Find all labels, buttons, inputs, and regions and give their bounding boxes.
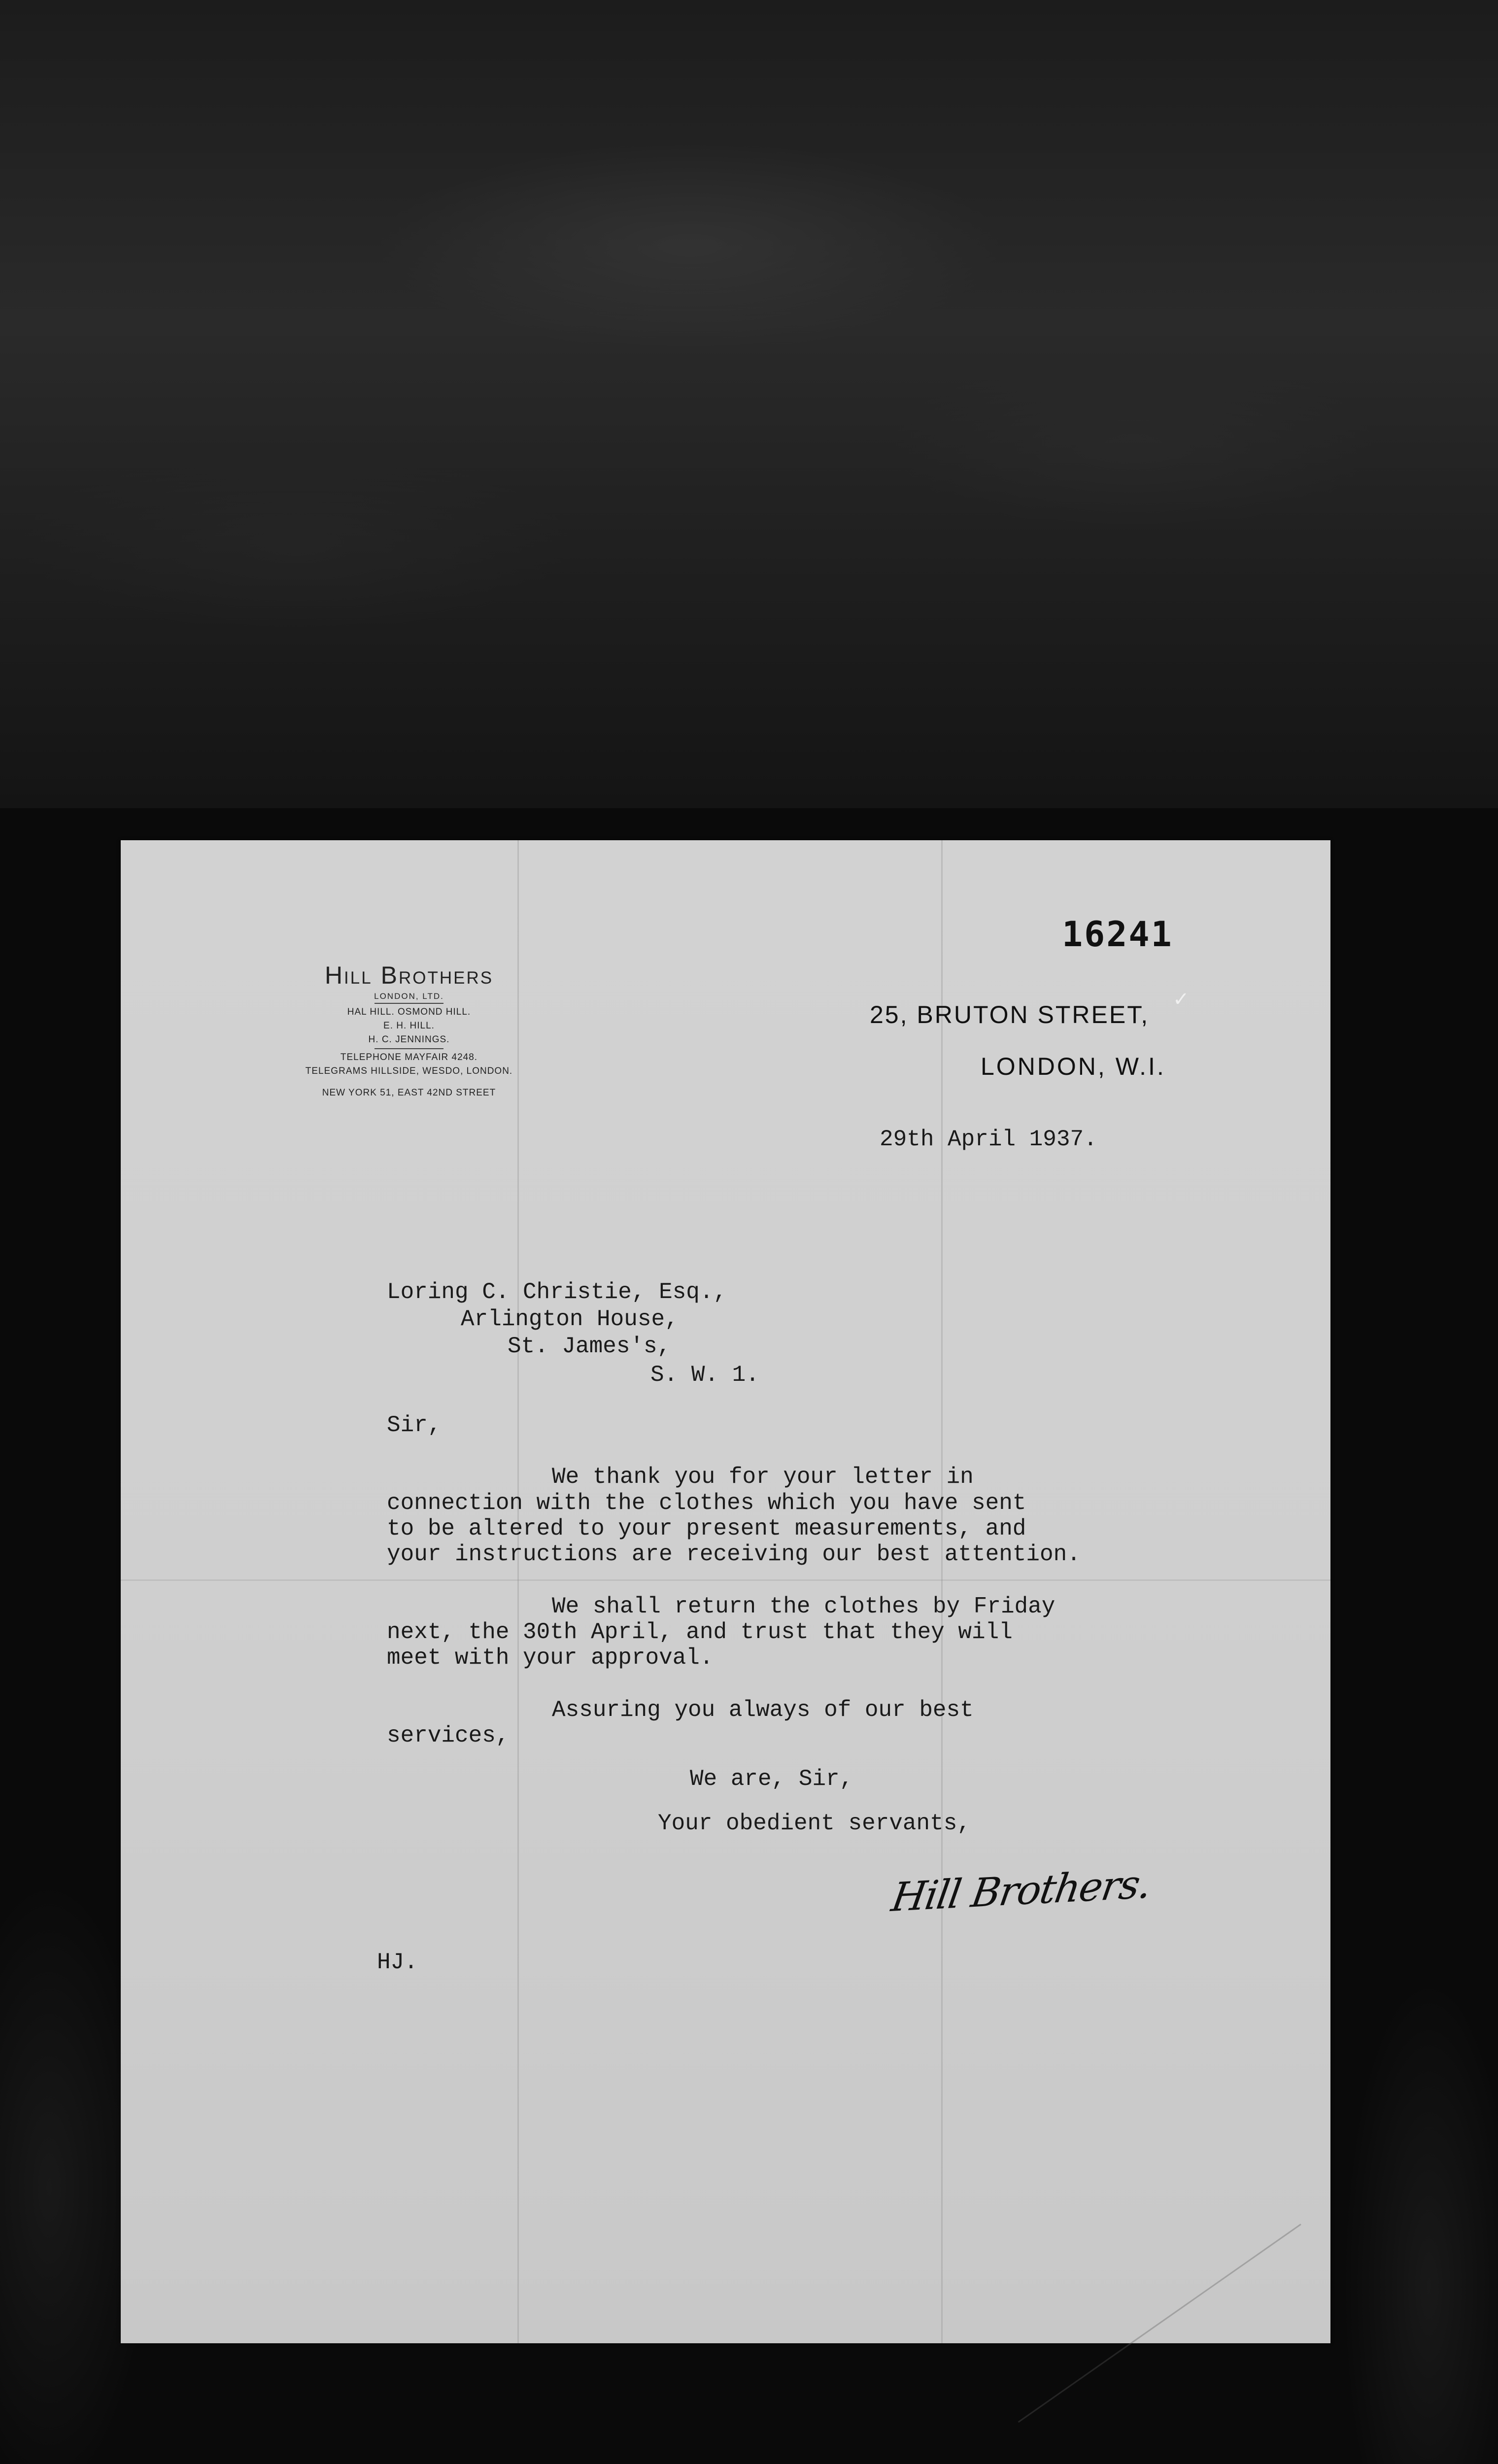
body-line: connection with the clothes which you have sent — [387, 1490, 1026, 1516]
letterhead-company-name: Hill Brothers — [324, 961, 494, 989]
address-line-2: LONDON, W.I. — [981, 1053, 1166, 1080]
letterhead-rule — [374, 1003, 443, 1004]
paper-fold-line — [121, 1579, 1330, 1581]
recipient-line: Arlington House, — [461, 1306, 679, 1332]
body-line: next, the 30th April, and trust that they will — [387, 1619, 1013, 1645]
body-line: your instructions are receiving our best attention. — [387, 1541, 1081, 1567]
letterhead-rule — [374, 1048, 443, 1049]
letter-date: 29th April 1937. — [880, 1127, 1097, 1152]
closing-line: We are, Sir, — [690, 1766, 853, 1792]
film-background-top — [0, 0, 1498, 808]
recipient-line: St. James's, — [508, 1334, 671, 1359]
salutation: Sir, — [387, 1412, 442, 1438]
letterhead-telegrams: TELEGRAMS HILLSIDE, WESDO, LONDON. — [305, 1066, 513, 1076]
body-line: We thank you for your letter in — [552, 1464, 974, 1490]
body-line: services, — [387, 1723, 510, 1748]
letterhead-telephone: TELEPHONE MAYFAIR 4248. — [340, 1052, 478, 1062]
body-line: meet with your approval. — [387, 1645, 714, 1671]
reference-number: 16241 — [1062, 914, 1173, 955]
recipient-line: S. W. 1. — [650, 1362, 759, 1388]
address-line-1: 25, BRUTON STREET, — [870, 1001, 1150, 1028]
letterhead-partners-3: H. C. JENNINGS. — [368, 1034, 450, 1045]
letterhead — [276, 961, 542, 1100]
body-line: Assuring you always of our best — [552, 1697, 974, 1723]
typist-initials: HJ. — [377, 1950, 418, 1975]
paper-fold-line — [941, 840, 943, 2343]
handwritten-signature: Hill Brothers. — [888, 1860, 1154, 1921]
closing-line: Your obedient servants, — [658, 1811, 971, 1836]
letterhead-new-york: NEW YORK 51, EAST 42ND STREET — [322, 1088, 496, 1098]
body-line: to be altered to your present measurements, and — [387, 1516, 1026, 1541]
check-mark-icon: ✓ — [1173, 989, 1190, 1010]
letter-page — [121, 840, 1330, 2343]
letterhead-partners-1: HAL HILL. OSMOND HILL. — [347, 1007, 471, 1017]
letterhead-partners-2: E. H. HILL. — [383, 1021, 435, 1031]
letterhead-subtitle: LONDON, LTD. — [374, 992, 444, 1001]
recipient-line: Loring C. Christie, Esq., — [387, 1279, 727, 1305]
body-line: We shall return the clothes by Friday — [552, 1594, 1055, 1619]
